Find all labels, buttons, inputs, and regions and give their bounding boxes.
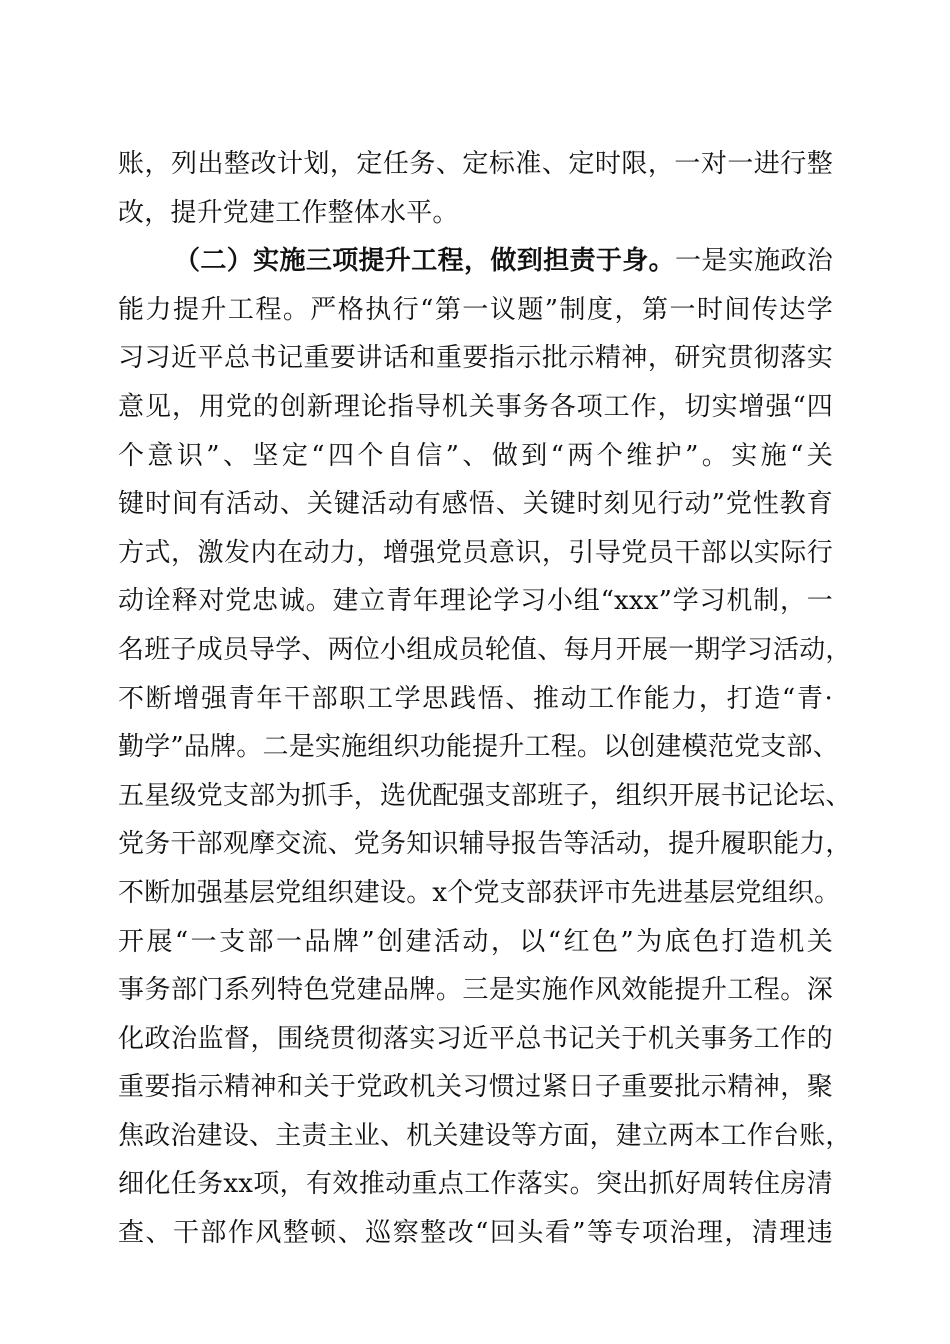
section-heading: （二）实施三项提升工程，做到担责于身。 bbox=[174, 246, 675, 277]
paragraph-2-line: 能力提升工程。严格执行“第一议题”制度，第一时间传达学 bbox=[118, 294, 833, 325]
paragraph-2-line: 不断加强基层党组织建设。x个党支部获评市先进基层党组织。 bbox=[118, 877, 841, 908]
paragraph-2-line: 细化任务xx项，有效推动重点工作落实。突出抓好周转住房清 bbox=[118, 1169, 833, 1200]
paragraph-2-line-1-rest: 一是实施政治 bbox=[674, 246, 833, 277]
paragraph-2-line: 动诠释对党忠诚。建立青年理论学习小组“xxx”学习机制，一 bbox=[118, 586, 833, 617]
paragraph-2-line: 方式，激发内在动力，增强党员意识，引导党员干部以实际行 bbox=[118, 537, 833, 568]
paragraph-2-line: 焦政治建设、主责主业、机关建设等方面，建立两本工作台账， bbox=[118, 1120, 852, 1151]
paragraph-2-line: 意见，用党的创新理论指导机关事务各项工作，切实增强“四 bbox=[118, 391, 833, 422]
paragraph-2-line: 习习近平总书记重要讲话和重要指示批示精神，研究贯彻落实 bbox=[118, 343, 833, 374]
body-text bbox=[118, 140, 852, 1258]
paragraph-2-line: 不断增强青年干部职工学思践悟、推动工作能力，打造“青· bbox=[118, 683, 833, 714]
paragraph-1-line-1: 账，列出整改计划，定任务、定标准、定时限，一对一进行整 bbox=[118, 149, 833, 179]
paragraph-2-line: 党务干部观摩交流、党务知识辅导报告等活动，提升履职能力， bbox=[118, 829, 852, 860]
paragraph-2-line: 重要指示精神和关于党政机关习惯过紧日子重要批示精神，聚 bbox=[118, 1072, 833, 1103]
paragraph-1-line-2: 改，提升党建工作整体水平。 bbox=[118, 197, 459, 228]
paragraph-2-line: 开展“一支部一品牌”创建活动，以“红色”为底色打造机关 bbox=[118, 926, 833, 957]
paragraph-2-line: 勤学”品牌。二是实施组织功能提升工程。以创建模范党支部、 bbox=[118, 732, 839, 763]
paragraph-2-line: 名班子成员导学、两位小组成员轮值、每月开展一期学习活动， bbox=[118, 634, 852, 665]
paragraph-2-line: 键时间有活动、关键活动有感悟、关键时刻见行动”党性教育 bbox=[118, 489, 833, 520]
paragraph-2-line: 个意识”、坚定“四个自信”、做到“两个维护”。实施“关 bbox=[118, 440, 833, 471]
paragraph-2-line: 化政治监督，围绕贯彻落实习近平总书记关于机关事务工作的 bbox=[118, 1023, 833, 1054]
paragraph-2-line: 事务部门系列特色党建品牌。三是实施作风效能提升工程。深 bbox=[118, 975, 833, 1006]
paragraph-2-line: 查、干部作风整顿、巡察整改“回头看”等专项治理，清理违 bbox=[118, 1218, 833, 1249]
paragraph-2-line-1 bbox=[118, 237, 833, 286]
paragraph-2-line: 五星级党支部为抓手，选优配强支部班子，组织开展书记论坛、 bbox=[118, 780, 852, 811]
